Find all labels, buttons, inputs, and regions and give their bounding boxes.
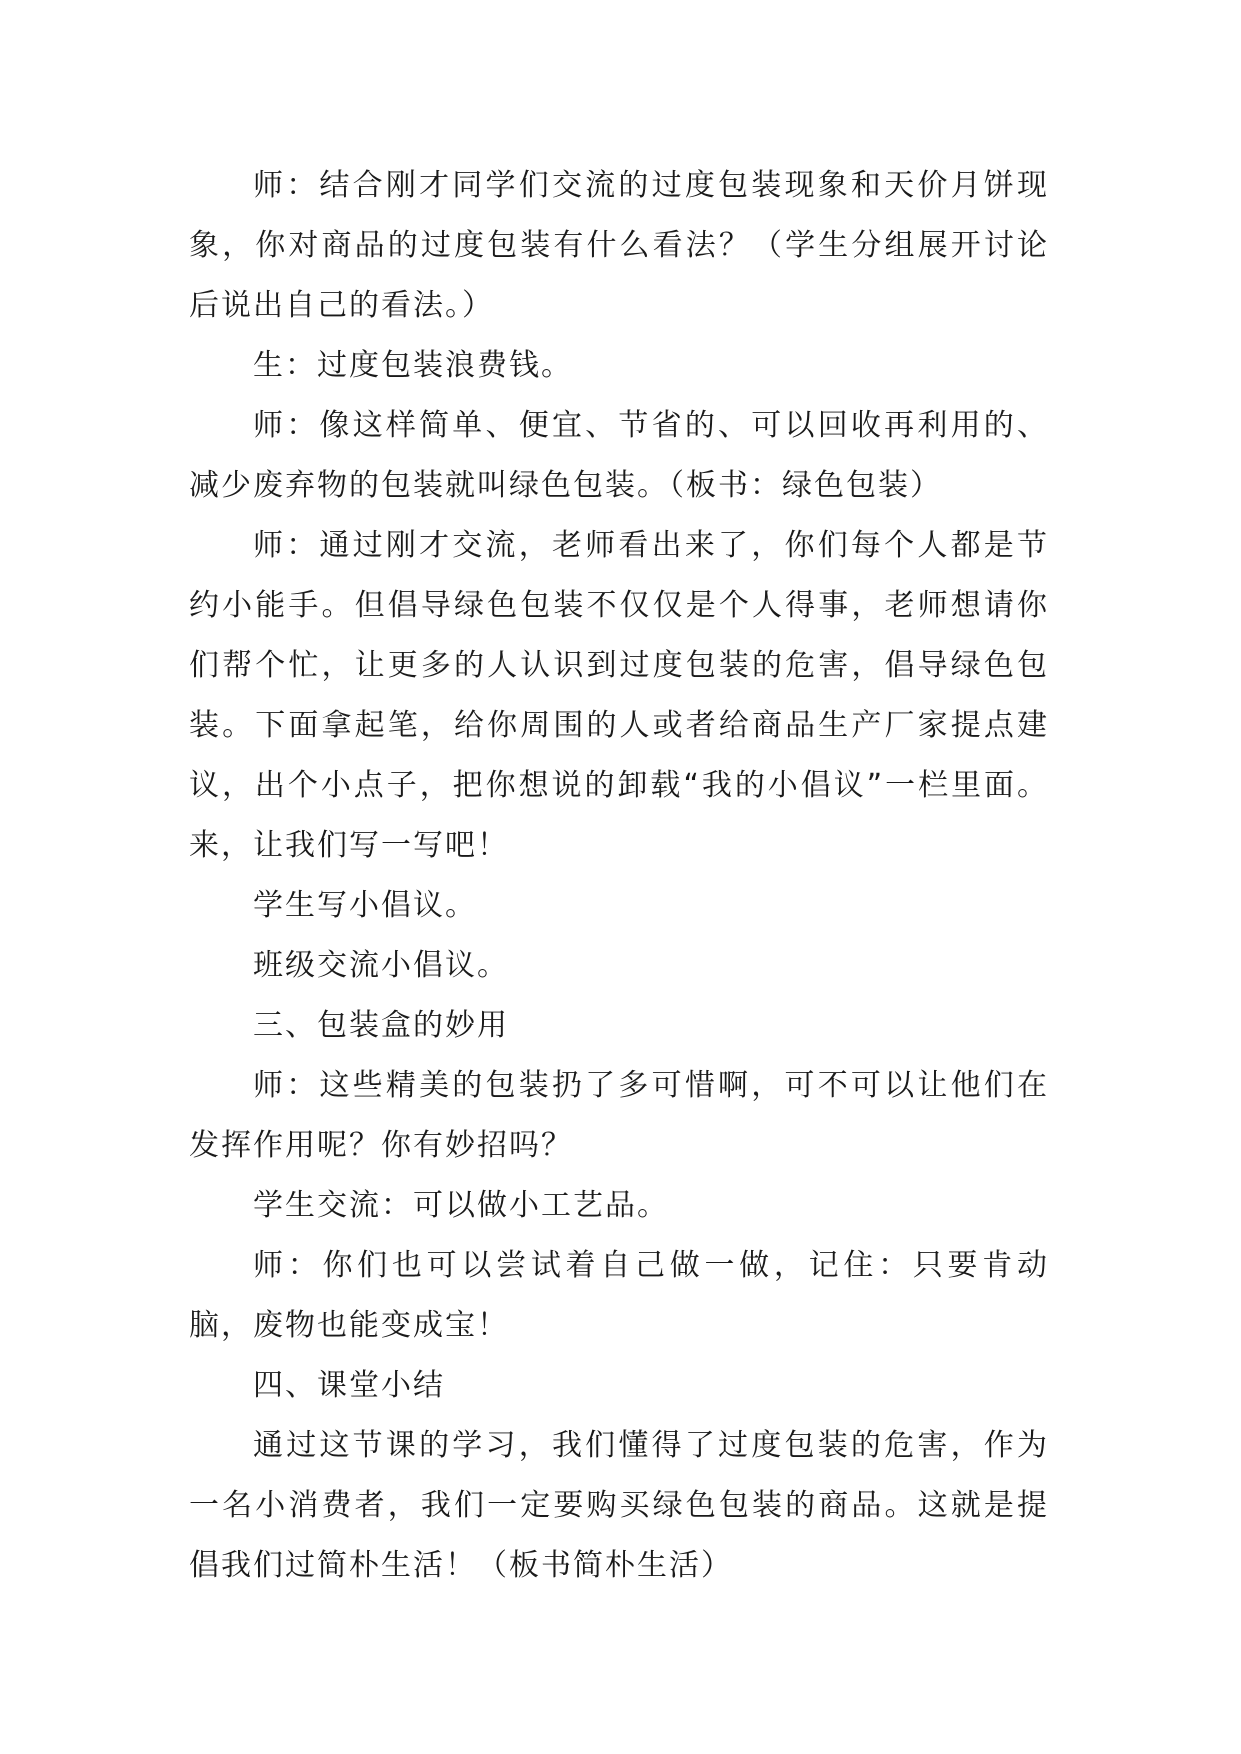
paragraph-green-packaging-definition: 师：像这样简单、便宜、节省的、可以回收再利用的、减少废弃物的包装就叫绿色包装。（板书：绿色包装） [189, 408, 1049, 503]
paragraph-students-write: 学生写小倡议。 [253, 888, 477, 923]
section-heading-3: 三、包装盒的妙用 [253, 1008, 509, 1043]
paragraph-student-crafts: 学生交流：可以做小工艺品。 [253, 1188, 669, 1223]
paragraph-teacher-encourage: 师：你们也可以尝试着自己做一做，记住：只要肯动脑，废物也能变成宝！ [189, 1248, 1049, 1343]
paragraph-student-answer: 生：过度包装浪费钱。 [253, 348, 573, 383]
document-body [189, 156, 1049, 1596]
paragraph-class-exchange: 班级交流小倡议。 [253, 948, 509, 983]
paragraph-teacher-reuse: 师：这些精美的包装扔了多可惜啊，可不可以让他们在发挥作用呢？你有妙招吗？ [189, 1068, 1049, 1163]
paragraph-summary: 通过这节课的学习，我们懂得了过度包装的危害，作为一名小消费者，我们一定要购买绿色包装的商品。这就是提倡我们过简朴生活！（板书简朴生活） [189, 1428, 1049, 1583]
paragraph-teacher-question: 师：结合刚才同学们交流的过度包装现象和天价月饼现象，你对商品的过度包装有什么看法？（学生分组展开讨论后说出自己的看法。） [189, 168, 1049, 323]
section-heading-4: 四、课堂小结 [253, 1368, 445, 1403]
paragraph-teacher-proposal: 师：通过刚才交流，老师看出来了，你们每个人都是节约小能手。但倡导绿色包装不仅仅是个人得事，老师想请你们帮个忙，让更多的人认识到过度包装的危害，倡导绿色包装。下面拿起笔，给你周围的人或者给商品生产厂家提点建议，出个小点子，把你想说的卸载“我的小倡议”一栏里面。来，让我们写一写吧！ [189, 528, 1049, 863]
